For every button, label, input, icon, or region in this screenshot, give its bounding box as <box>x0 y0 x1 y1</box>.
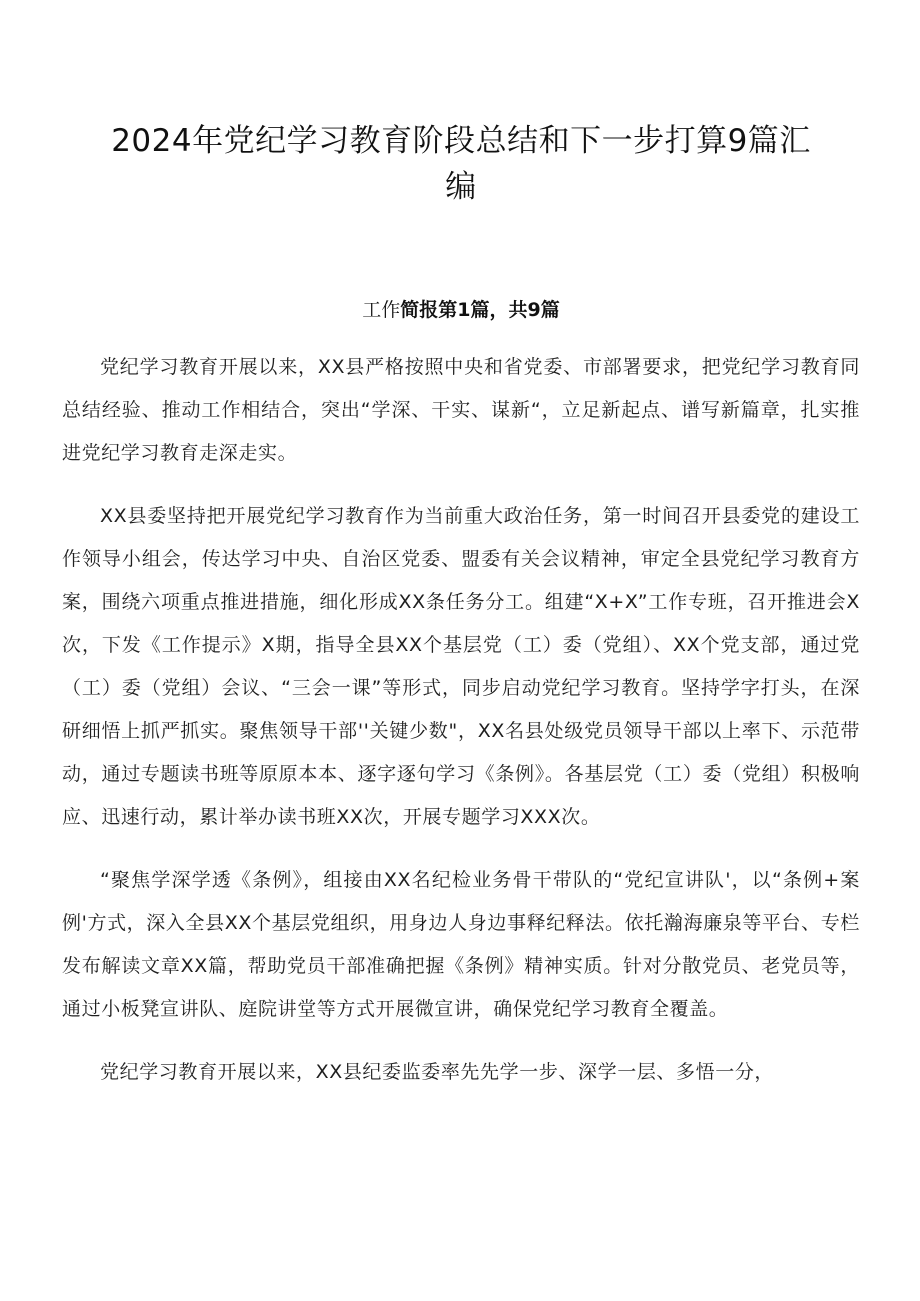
paragraph: XX县委坚持把开展党纪学习教育作为当前重大政治任务，第一时间召开县委党的建设工作领导小组会，传达学习中央、自治区党委、盟委有关会议精神，审定全县党纪学习教育方案，围绕六项重点推进措施，细化形成XX条任务分工。组建“X+X”工作专班，召开推进会X次，下发《工作提示》X期，指导全县XX个基层党（工）委（党组）、XX个党支部，通过党（工）委（党组）会议、“三会一课”等形式，同步启动党纪学习教育。坚持学字打头，在深研细悟上抓严抓实。聚焦领导干部''关键少数"，XX名县处级党员领导干部以上率下、示范带动，通过专题读书班等原原本本、逐字逐句学习《条例》。各基层党（工）委（党组）积极响应、迅速行动，累计举办读书班XX次，开展专题学习XXX次。 <box>62 505 860 828</box>
section-heading-main: 简报第1篇，共9篇 <box>400 299 560 321</box>
section-heading-prefix: 工作 <box>362 299 401 321</box>
paragraph: 党纪学习教育开展以来，XX县纪委监委率先先学一步、深学一层、多悟一分， <box>100 1061 775 1083</box>
document-title: 2024年党纪学习教育阶段总结和下一步打算9篇汇编 <box>111 123 811 205</box>
section-heading <box>62 296 860 324</box>
paragraph: 党纪学习教育开展以来，XX县严格按照中央和省党委、市部署要求，把党纪学习教育同总结经验、推动工作相结合，突出“学深、干实、谋新“，立足新起点、谱写新篇章，扎实推进党纪学习教育走深走实。 <box>62 356 860 464</box>
paragraph: “聚焦学深学透《条例》，组接由XX名纪检业务骨干带队的“党纪宣讲队'，以“条例+案例'方式，深入全县XX个基层党组织，用身边人身边事释纪释法。依托瀚海廉泉等平台、专栏发布解读文章XX篇，帮助党员干部准确把握《条例》精神实质。针对分散党员、老党员等，通过小板凳宣讲队、庭院讲堂等方式开展微宣讲，确保党纪学习教育全覆盖。 <box>62 869 860 1020</box>
